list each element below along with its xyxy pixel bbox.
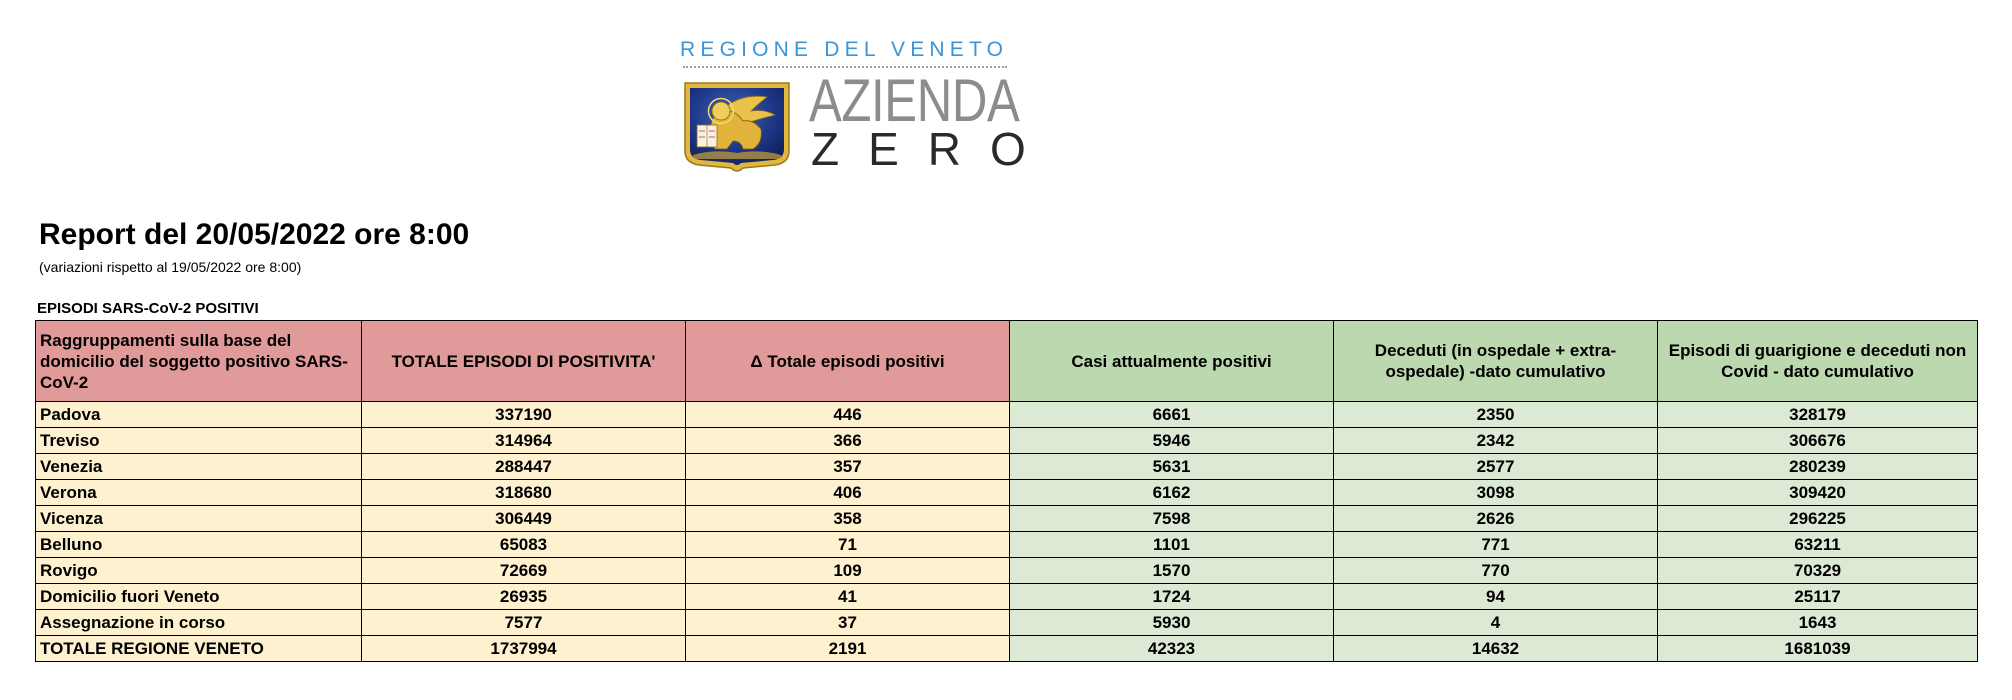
table-row <box>36 532 1978 558</box>
header-guarigioni: Episodi di guarigione e deceduti non Covid - dato cumulativo <box>1658 321 1978 402</box>
cell-positivi: 7598 <box>1010 506 1334 532</box>
cell-totale: 72669 <box>362 558 686 584</box>
cell-delta: 406 <box>686 480 1010 506</box>
cell-deceduti: 3098 <box>1334 480 1658 506</box>
table-header-row <box>36 321 1978 402</box>
cell-guarigioni: 328179 <box>1658 402 1978 428</box>
header-casi-positivi: Casi attualmente positivi <box>1010 321 1334 402</box>
cell-positivi: 5946 <box>1010 428 1334 454</box>
logo-region-text: REGIONE DEL VENETO <box>680 38 1009 61</box>
cell-delta: 446 <box>686 402 1010 428</box>
table-row <box>36 402 1978 428</box>
cell-delta: 109 <box>686 558 1010 584</box>
table-row <box>36 454 1978 480</box>
cell-deceduti: 771 <box>1334 532 1658 558</box>
cell-guarigioni: 70329 <box>1658 558 1978 584</box>
cell-deceduti: 4 <box>1334 610 1658 636</box>
cell-deceduti: 2342 <box>1334 428 1658 454</box>
table-row <box>36 428 1978 454</box>
section-label: EPISODI SARS-CoV-2 POSITIVI <box>37 300 259 317</box>
header-totale-episodi: TOTALE EPISODI DI POSITIVITA' <box>362 321 686 402</box>
report-title: Report del 20/05/2022 ore 8:00 <box>39 218 470 251</box>
cell-delta: 357 <box>686 454 1010 480</box>
cell-delta: 41 <box>686 584 1010 610</box>
cell-totale: 288447 <box>362 454 686 480</box>
cell-positivi: 1570 <box>1010 558 1334 584</box>
cell-deceduti: 770 <box>1334 558 1658 584</box>
cell-positivi: 6661 <box>1010 402 1334 428</box>
cell-guarigioni: 63211 <box>1658 532 1978 558</box>
table-row <box>36 558 1978 584</box>
azienda-zero-logo <box>680 38 1055 178</box>
table-row <box>36 610 1978 636</box>
cell-deceduti: 2577 <box>1334 454 1658 480</box>
cell-deceduti: 94 <box>1334 584 1658 610</box>
cell-area: Assegnazione in corso <box>36 610 362 636</box>
cell-guarigioni: 306676 <box>1658 428 1978 454</box>
cell-area: TOTALE REGIONE VENETO <box>36 636 362 662</box>
table-total-row <box>36 636 1978 662</box>
cell-delta: 2191 <box>686 636 1010 662</box>
cell-totale: 1737994 <box>362 636 686 662</box>
cell-area: Venezia <box>36 454 362 480</box>
cell-guarigioni: 25117 <box>1658 584 1978 610</box>
cell-deceduti: 14632 <box>1334 636 1658 662</box>
cell-positivi: 5631 <box>1010 454 1334 480</box>
logo-zero-text: ZERO <box>811 123 1055 175</box>
cell-delta: 37 <box>686 610 1010 636</box>
cell-totale: 314964 <box>362 428 686 454</box>
cell-guarigioni: 1681039 <box>1658 636 1978 662</box>
cell-area: Treviso <box>36 428 362 454</box>
table-row <box>36 584 1978 610</box>
cell-deceduti: 2626 <box>1334 506 1658 532</box>
cell-totale: 26935 <box>362 584 686 610</box>
cell-area: Verona <box>36 480 362 506</box>
cell-area: Belluno <box>36 532 362 558</box>
cell-positivi: 1101 <box>1010 532 1334 558</box>
cell-delta: 71 <box>686 532 1010 558</box>
header-area: Raggruppamenti sulla base del domicilio del soggetto positivo SARS-CoV-2 <box>36 321 362 402</box>
table-row <box>36 480 1978 506</box>
header-deceduti: Deceduti (in ospedale + extra-ospedale) -dato cumulativo <box>1334 321 1658 402</box>
cell-area: Domicilio fuori Veneto <box>36 584 362 610</box>
cell-guarigioni: 296225 <box>1658 506 1978 532</box>
cell-totale: 337190 <box>362 402 686 428</box>
covid-data-table <box>35 320 1978 662</box>
cell-positivi: 42323 <box>1010 636 1334 662</box>
cell-area: Rovigo <box>36 558 362 584</box>
cell-deceduti: 2350 <box>1334 402 1658 428</box>
cell-positivi: 6162 <box>1010 480 1334 506</box>
cell-positivi: 5930 <box>1010 610 1334 636</box>
cell-guarigioni: 309420 <box>1658 480 1978 506</box>
cell-totale: 318680 <box>362 480 686 506</box>
logo-azienda-text: AZIENDA <box>809 67 1020 134</box>
cell-totale: 7577 <box>362 610 686 636</box>
table-row <box>36 506 1978 532</box>
cell-totale: 65083 <box>362 532 686 558</box>
lion-of-st-mark-crest-icon <box>683 81 791 176</box>
cell-totale: 306449 <box>362 506 686 532</box>
cell-positivi: 1724 <box>1010 584 1334 610</box>
cell-delta: 366 <box>686 428 1010 454</box>
cell-guarigioni: 280239 <box>1658 454 1978 480</box>
cell-guarigioni: 1643 <box>1658 610 1978 636</box>
cell-delta: 358 <box>686 506 1010 532</box>
header-delta-totale: Δ Totale episodi positivi <box>686 321 1010 402</box>
cell-area: Padova <box>36 402 362 428</box>
cell-area: Vicenza <box>36 506 362 532</box>
report-subtitle: (variazioni rispetto al 19/05/2022 ore 8:00) <box>39 259 302 275</box>
